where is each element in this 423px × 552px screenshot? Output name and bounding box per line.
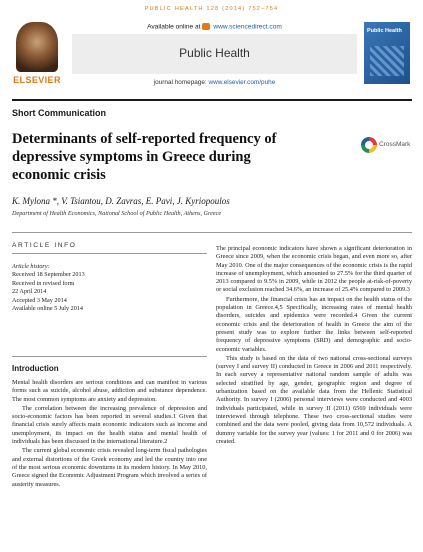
cover-artwork bbox=[370, 46, 404, 76]
available-prefix: Available online at bbox=[147, 23, 203, 31]
paragraph: Mental health disorders are serious conditions and can manifest in various forms such as suicide, alcohol abuse, addiction and substance dependence. The most common symptoms are anxiety and depression. bbox=[12, 379, 207, 403]
header-rule bbox=[12, 99, 412, 101]
history-revised: Received in revised form bbox=[12, 279, 75, 287]
homepage-prefix: journal homepage: bbox=[153, 79, 209, 86]
history-revised-date: 22 April 2014 bbox=[12, 288, 47, 296]
paragraph: The correlation between the increasing prevalence of depression and socio-economic factors has been reported in several studies.1 Given that financial crisis surely affects main economic indicators such as income and unemployment, its impact on the health status and mental health of individuals has been discussed in the international literature.2 bbox=[12, 404, 207, 446]
history-received: Received 18 September 2013 bbox=[12, 271, 85, 279]
author-list: K. Mylona *, V. Tsiantou, D. Zavras, E. Pavi, J. Kyriopoulos bbox=[12, 196, 230, 206]
history-online: Available online 5 July 2014 bbox=[12, 305, 84, 313]
section-type: Short Communication bbox=[12, 108, 106, 118]
available-online-line bbox=[72, 23, 357, 30]
article-info-rule bbox=[12, 253, 207, 254]
article-info-heading: ARTICLE INFO bbox=[12, 242, 77, 249]
crossmark-icon bbox=[361, 137, 377, 153]
history-accepted: Accepted 3 May 2014 bbox=[12, 296, 67, 304]
article-history bbox=[12, 263, 85, 313]
sciencedirect-icon bbox=[202, 23, 210, 30]
sciencedirect-link[interactable]: www.sciencedirect.com bbox=[213, 23, 282, 31]
affiliation: Department of Health Economics, National School of Public Health, Athens, Greece bbox=[12, 210, 222, 217]
paragraph: Furthermore, the financial crisis has an impact on the health status of the population in Greece.4,5 Specifically, increasing rates of mental health disorders, suicides and epidemics were recorded.4 Given the current economic crisis and the deterioration of health in Greece the aim of the present study was to explore further the links between self-reported frequency of depressive symptoms (SRD) and demographic and socio-economic variables. bbox=[216, 295, 412, 353]
journal-homepage-line bbox=[72, 79, 357, 86]
journal-cover-thumbnail bbox=[364, 22, 410, 84]
right-column-text bbox=[216, 245, 412, 446]
homepage-link[interactable]: www.elsevier.com/puhe bbox=[208, 79, 276, 86]
elsevier-logo bbox=[12, 20, 62, 95]
left-column-text bbox=[12, 379, 207, 489]
journal-header bbox=[12, 20, 412, 95]
introduction-heading: Introduction bbox=[12, 364, 59, 373]
paragraph: The principal economic indicators have shown a significant deterioration in Greece since 2009, when the economic crisis began, and even more so, after May 2010. One of the major consequences of the economic crisis is the rapid increase of unemployment, which amounted to 27.5% for the third quarter of 2013 compared to 9.5% in 2009, while in 2012 the people at-risk-of-poverty or social exclusion reached 34.6%, an increase of 25.4% compared to 2009.3 bbox=[216, 245, 412, 294]
paragraph: This study is based on the data of two national cross-sectional surveys (survey I and survey II) conducted in Greece in 2006 and 2011 respectively. In each survey a representative national random sample of adults was selected stratified by age, gender, geographic region and degree of urbanization based on the available data from the Hellenic Statistical Authority. In survey I (2006) personal interviews were conducted and 4003 individuals participated, while in survey II (2011) 6569 individuals were interviewed through telephone. These two cross-sectional studies were combined and the data were pooled, giving data from 10,572 individuals. A dummy variable for the survey year (values: 1 for 2011 and 0 for 2006) was created. bbox=[216, 354, 412, 445]
history-label: Article history: bbox=[12, 263, 50, 270]
journal-block bbox=[72, 20, 357, 92]
running-head: PUBLIC HEALTH 128 (2014) 752–754 bbox=[144, 6, 279, 12]
paragraph: The current global economic crisis revealed long-term fiscal pathologies and external distortions of the Greek economy and led the country into one of the most serious economic downturns in its modern history. In May 2010, Greece signed the Economic Adjustment Program which involved a series of austerity measures. bbox=[12, 447, 207, 488]
journal-title: Public Health bbox=[179, 46, 250, 60]
cover-title: Public Health bbox=[367, 28, 402, 34]
article-title: Determinants of self-reported frequency of depressive symptoms in Greece during economic crisis bbox=[12, 131, 277, 183]
elsevier-wordmark: ELSEVIER bbox=[13, 75, 61, 85]
authors-rule bbox=[12, 232, 412, 233]
crossmark-label: CrossMark bbox=[379, 141, 411, 148]
intro-rule bbox=[12, 356, 207, 357]
elsevier-tree-icon bbox=[16, 22, 58, 72]
